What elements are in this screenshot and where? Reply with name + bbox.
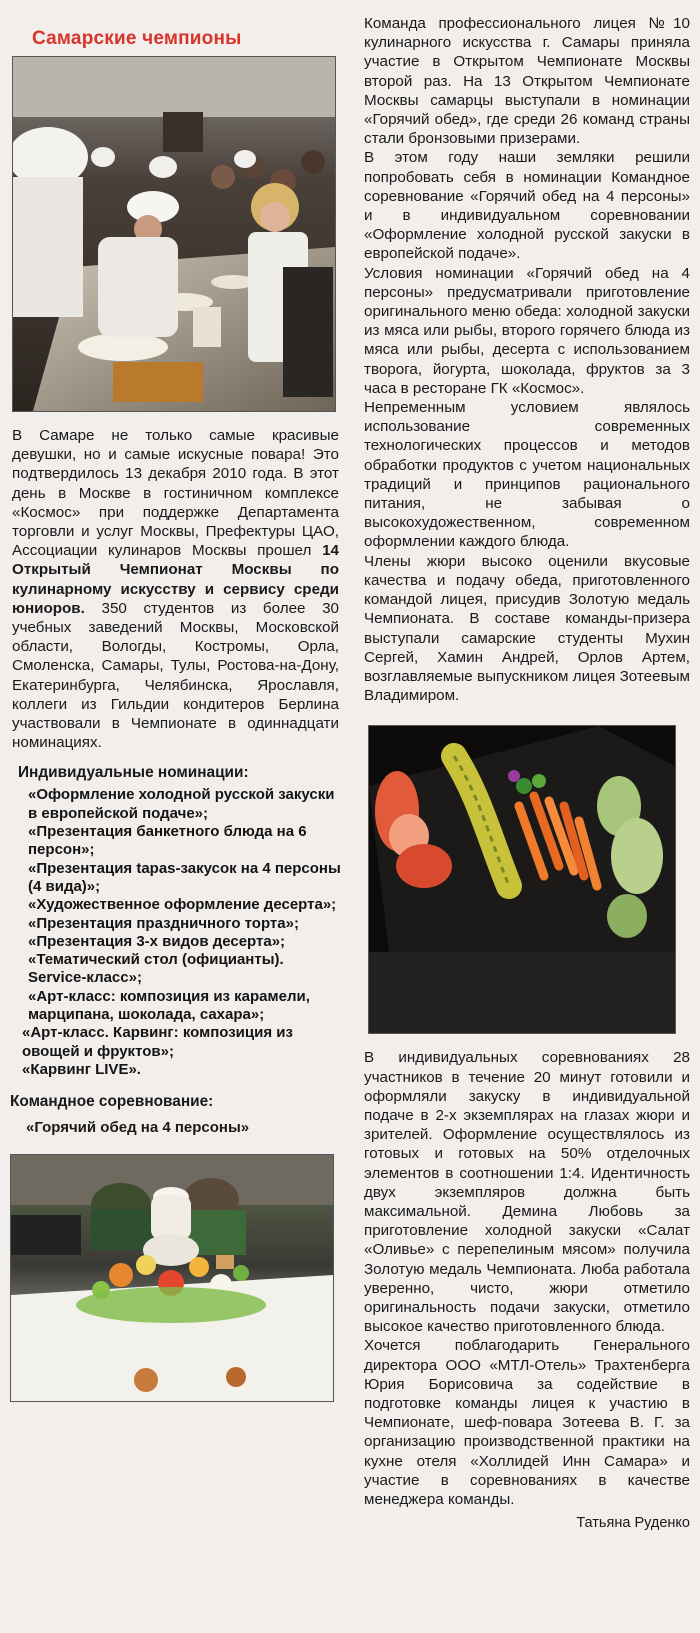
lead-paragraph-part2: 350 студентов из более 30 учебных заведений Москвы, Московской области, Вологды, Костромы, Орла, Смоленска, Самары, Тулы, Ростова-на-Дону, Екатеринбурга, Челябинска, Ярославля, коллеги из Гильдии кондитеров Берлина участвовали в Чемпионате в одиннадцати номинациях.: [12, 599, 339, 752]
nomination-item: «Презентация банкетного блюда на 6 персон»;: [28, 823, 307, 859]
lead-paragraph: [10, 426, 343, 752]
right-column: [364, 14, 690, 1531]
championship-name: 14 Открытый Чемпионат Москвы по кулинарному искусству и сервису среди юниоров.: [12, 542, 339, 617]
left-column: [10, 24, 343, 1402]
paragraph-conditions: Условия номинации «Горячий обед на 4 персоны» предусматривали приготовление оригинального меню обеда: холодной закуски из мяса или рыбы, второго горячего блюда из мяса или рыбы, десерта с использованием творога, йогурта, шоколада, фруктов за 3 часа в ресторане ГК «Космос».: [364, 264, 690, 397]
photo-chefs-competition: [12, 56, 336, 412]
photo-samovar-carving: [10, 1154, 334, 1402]
paragraph-thanks: Хочется поблагодарить Генерального директора ООО «МТЛ-Отель» Трахтенберга Юрия Борисовича за содействие в подготовке команды лицея к участию в Чемпионате, шеф-повара Зотеева В. Г. за организацию производственной практики на кухне отеля «Холлидей Инн Самара» и участие в соревнованиях в качестве менеджера команды.: [364, 1337, 690, 1508]
paragraph-team-history: Команда профессионального лицея №10 кулинарного искусства г. Самары приняла участие в Открытом Чемпионате Москвы второй раз. На 13 Открытом Чемпионате Москвы самарцы выступали в номинации «Горячий обед», где среди 26 команд страны стали бронзовыми призерами.: [364, 15, 690, 148]
nomination-item: «Карвинг LIVE».: [22, 1060, 141, 1078]
individual-nominations-heading: Индивидуальные номинации:: [18, 764, 249, 782]
nomination-item: «Презентация праздничного торта»;: [28, 914, 299, 932]
article-title: Самарские чемпионы: [32, 28, 242, 49]
paragraph-individual-competition: В индивидуальных соревнованиях 28 участников в течение 20 минут готовили и оформляли закуску в индивидуальной подаче в 2-х экземплярах на глазах жюри и зрителей. Оформление осуществлялось из готовых и готовых на 50% отделочных элементов в соотношении 1:4. Идентичность двух экземпляров должна быть максимальной. Демина Любовь за приготовление холодной закуски «Салат «Оливье» с перепелиным мясом» получила Золотую медаль Чемпионата. Люба работала уверенно, чисто, жюри отметило оригинальность подачи закуски, отметило высокое качество приготовленного блюда.: [364, 1049, 690, 1336]
nomination-item: «Художественное оформление десерта»;: [28, 896, 337, 914]
paragraph-technology: Непременным условием являлось использование современных технологических процессов и методов обработки продуктов с учетом национальных традиций и принципов рационального питания, не забывая о высокохудожественном, современном оформлении каждого блюда.: [364, 399, 690, 551]
photo-carved-vegetables: [368, 725, 676, 1034]
nomination-item: «Арт-класс. Карвинг: композиция из овощей и фруктов»;: [22, 1024, 293, 1060]
nomination-item: «Тематический стол (официанты). Service-класс»;: [28, 951, 284, 987]
paragraph-this-year: В этом году наши земляки решили попробовать себя в номинации Командное соревнование «Горячий обед на 4 персоны» и в индивидуальном соревновании «Оформление холодной русской закуски в европейской подаче».: [364, 149, 690, 263]
nomination-item: «Оформление холодной русской закуски в европейской подаче»;: [28, 786, 335, 822]
nomination-item: «Арт-класс: композиция из карамели, марципана, шоколада, сахара»;: [28, 987, 310, 1024]
paragraph-jury: Члены жюри высоко оценили вкусовые качества и подачу обеда, приготовленного командой лицея, присудив Золотую медаль Чемпионата. В составе команды-призера выступали самарские студенты Мухин Сергей, Хамин Андрей, Орлов Артем, возглавляемые выпускником лицея Зотеевым Владимиром.: [364, 552, 690, 705]
team-competition-item: «Горячий обед на 4 персоны»: [26, 1119, 250, 1137]
individual-nominations-list: [10, 786, 343, 1079]
nomination-item: «Презентация 3-х видов десерта»;: [28, 932, 286, 950]
author-signature: Татьяна Руденко: [576, 1515, 690, 1532]
team-competition-heading: Командное соревнование:: [10, 1093, 214, 1111]
nomination-item: «Презентация tapas-закусок на 4 персоны (4 вида)»;: [28, 859, 341, 895]
lead-paragraph-part1: В Самаре не только самые красивые девушки, но и самые искусные повара! Это подтвердилось 13 декабря 2010 года. В этот день в Москве в гостиничном комплексе «Космос» при поддержке Департамента торговли и услуг Москвы, Префектуры ЦАО, Ассоциации кулинаров Москвы прошел: [12, 427, 339, 560]
